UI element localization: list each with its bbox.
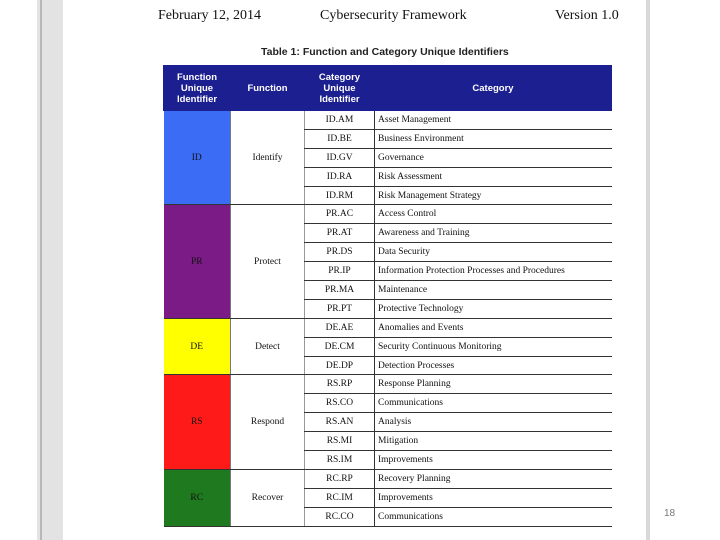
function-name-cell: Respond	[231, 375, 305, 469]
category-id-cell: ID.GV	[305, 148, 375, 167]
category-name-cell: Response Planning	[375, 375, 612, 394]
category-id-cell: DE.DP	[305, 356, 375, 375]
category-name-cell: Data Security	[375, 243, 612, 262]
function-name-cell: Recover	[231, 469, 305, 526]
category-id-cell: ID.RM	[305, 186, 375, 205]
category-name-cell: Improvements	[375, 488, 612, 507]
category-id-cell: DE.AE	[305, 318, 375, 337]
category-id-cell: PR.DS	[305, 243, 375, 262]
slide-number: 18	[664, 508, 676, 519]
category-name-cell: Recovery Planning	[375, 469, 612, 488]
left-margin-edge	[40, 0, 42, 540]
category-id-cell: ID.AM	[305, 111, 375, 130]
function-id-cell: DE	[164, 318, 231, 375]
table-row	[164, 469, 612, 488]
category-id-cell: PR.AC	[305, 205, 375, 224]
category-name-cell: Anomalies and Events	[375, 318, 612, 337]
category-id-cell: RS.CO	[305, 394, 375, 413]
col-header-function: Function	[231, 66, 305, 111]
category-name-cell: Analysis	[375, 413, 612, 432]
col-header-function-id: Function Unique Identifier	[164, 66, 231, 111]
category-id-cell: RS.IM	[305, 451, 375, 470]
category-name-cell: Access Control	[375, 205, 612, 224]
category-id-cell: PR.AT	[305, 224, 375, 243]
col-header-category-id: Category Unique Identifier	[305, 66, 375, 111]
category-id-cell: DE.CM	[305, 337, 375, 356]
category-id-cell: RS.MI	[305, 432, 375, 451]
table-row	[164, 318, 612, 337]
table-body	[164, 111, 612, 527]
category-name-cell: Risk Management Strategy	[375, 186, 612, 205]
header-date: February 12, 2014	[158, 8, 262, 23]
category-id-cell: RC.CO	[305, 507, 375, 526]
header-title: Cybersecurity Framework	[320, 8, 467, 23]
header-version: Version 1.0	[555, 8, 619, 23]
table-row	[164, 375, 612, 394]
category-name-cell: Business Environment	[375, 129, 612, 148]
category-name-cell: Risk Assessment	[375, 167, 612, 186]
category-name-cell: Awareness and Training	[375, 224, 612, 243]
category-id-cell: RS.AN	[305, 413, 375, 432]
table-header-row	[164, 66, 612, 111]
category-name-cell: Security Continuous Monitoring	[375, 337, 612, 356]
category-name-cell: Governance	[375, 148, 612, 167]
category-name-cell: Information Protection Processes and Procedures	[375, 262, 612, 281]
category-id-cell: PR.IP	[305, 262, 375, 281]
table-row	[164, 205, 612, 224]
category-id-cell: PR.MA	[305, 281, 375, 300]
category-id-cell: ID.RA	[305, 167, 375, 186]
function-id-cell: RS	[164, 375, 231, 469]
category-name-cell: Communications	[375, 394, 612, 413]
right-margin-edge	[646, 0, 650, 540]
category-name-cell: Mitigation	[375, 432, 612, 451]
category-name-cell: Improvements	[375, 451, 612, 470]
function-id-cell: RC	[164, 469, 231, 526]
category-id-cell: ID.BE	[305, 129, 375, 148]
category-id-cell: RC.IM	[305, 488, 375, 507]
category-id-cell: PR.PT	[305, 299, 375, 318]
table-caption: Table 1: Function and Category Unique Identifiers	[261, 46, 509, 58]
function-name-cell: Detect	[231, 318, 305, 375]
category-id-cell: RC.RP	[305, 469, 375, 488]
document-page	[63, 0, 646, 540]
category-name-cell: Communications	[375, 507, 612, 526]
category-name-cell: Maintenance	[375, 281, 612, 300]
category-name-cell: Asset Management	[375, 111, 612, 130]
function-name-cell: Identify	[231, 111, 305, 205]
function-id-cell: PR	[164, 205, 231, 318]
col-header-category: Category	[375, 66, 612, 111]
table-row	[164, 111, 612, 130]
category-name-cell: Detection Processes	[375, 356, 612, 375]
category-id-cell: RS.RP	[305, 375, 375, 394]
category-name-cell: Protective Technology	[375, 299, 612, 318]
function-name-cell: Protect	[231, 205, 305, 318]
function-id-cell: ID	[164, 111, 231, 205]
function-category-table	[163, 65, 612, 527]
